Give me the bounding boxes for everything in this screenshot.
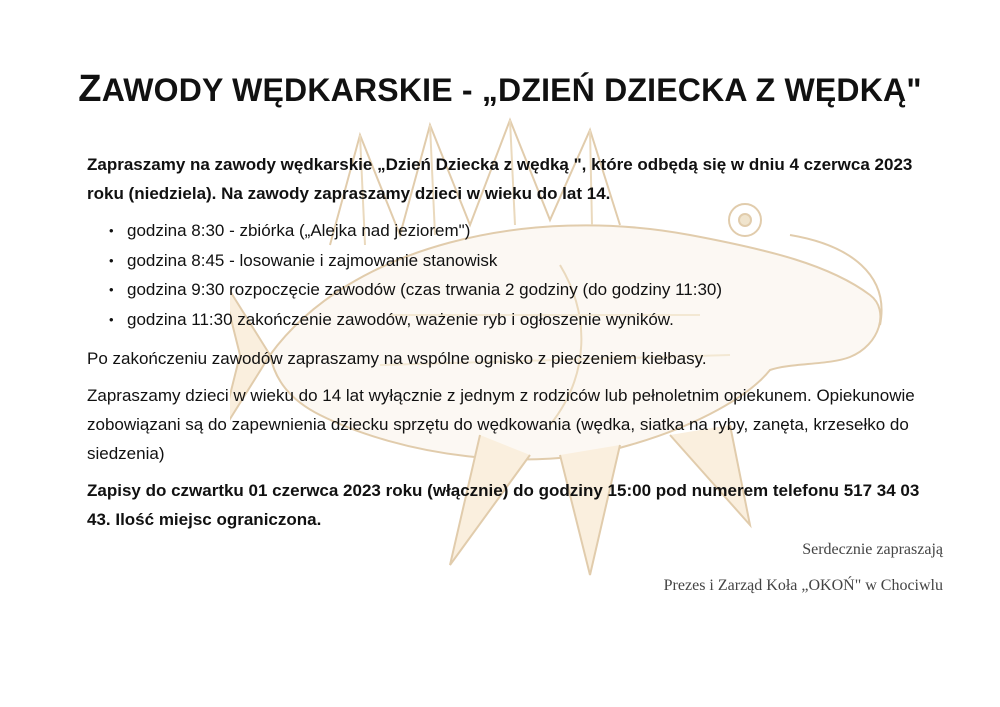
signature-greeting: Serdecznie zapraszają: [802, 541, 943, 558]
schedule-item-text: godzina 8:30 - zbiórka („Alejka nad jeziorem"): [127, 221, 471, 240]
schedule-item-text: godzina 8:45 - losowanie i zajmowanie stanowisk: [127, 250, 498, 270]
flyer-body: [87, 150, 947, 542]
schedule-list: [87, 216, 947, 334]
schedule-item-text: godzina 9:30 rozpoczęcie zawodów (czas trwania 2 godziny (do godziny 11:30): [127, 280, 723, 299]
guardian-paragraph: Zapraszamy dzieci w wieku do 14 lat wyłącznie z jednym z rodziców lub pełnoletnim opiekunem. Opiekunowie zobowiązani są do zapewnienia dziecku sprzętu do wędkowania (wędka, siatka na ryby, zanęta, krzesełko do siedzenia): [87, 386, 915, 463]
page-title: [0, 68, 1000, 111]
bullet-icon: •: [109, 252, 114, 268]
list-item: [109, 305, 947, 335]
intro-paragraph: Zapraszamy na zawody wędkarskie „Dzień Dziecka z wędką ", które odbędą się w dniu 4 czerwca 2023 roku (niedziela). Na zawody zapraszamy dzieci w wieku do lat 14.: [87, 155, 913, 203]
schedule-item-text: godzina 11:30 zakończenie zawodów, ważenie ryb i ogłoszenie wyników.: [127, 309, 674, 329]
title-text: AWODY WĘDKARSKIE - „DZIEŃ DZIECKA Z WĘDKĄ": [101, 72, 922, 108]
bullet-icon: •: [109, 311, 114, 327]
bullet-icon: •: [109, 282, 114, 297]
after-party-paragraph: Po zakończeniu zawodów zapraszamy na wspólne ognisko z pieczeniem kiełbasy.: [87, 349, 707, 368]
title-initial: Z: [78, 68, 102, 110]
list-item: [109, 275, 947, 305]
registration-paragraph: Zapisy do czwartku 01 czerwca 2023 roku (włącznie) do godziny 15:00 pod numerem telefonu 517 34 03 43. Ilość miejsc ograniczona.: [87, 481, 920, 529]
list-item: [109, 216, 947, 246]
signature-organizer: Prezes i Zarząd Koła „OKOŃ" w Chociwlu: [663, 577, 943, 594]
bullet-icon: •: [109, 223, 114, 238]
list-item: [109, 246, 947, 276]
